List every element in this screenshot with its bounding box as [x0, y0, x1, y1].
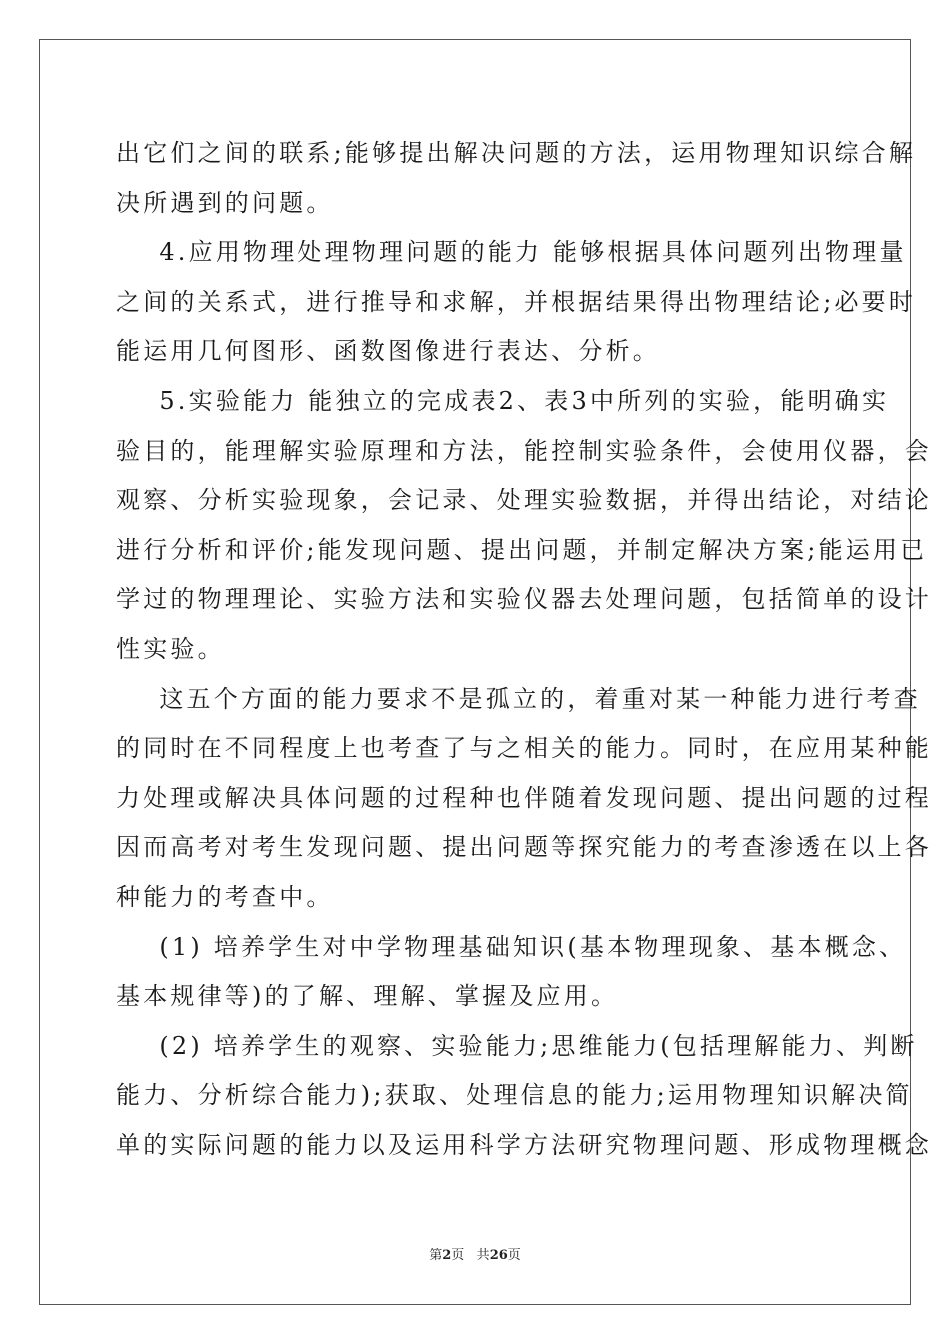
text-line: 种能力的考查中。 — [116, 882, 334, 911]
total-pages: 26 — [489, 1248, 508, 1263]
text-line: 5.实验能力 能独立的完成表2、表3中所列的实验，能明确实 — [116, 386, 890, 415]
text-line: 能运用几何图形、函数图像进行表达、分析。 — [116, 337, 660, 366]
text-line: 力处理或解决具体问题的过程种也伴随着发现问题、提出问题的过程 — [116, 783, 932, 812]
text-line: 之间的关系式，进行推导和求解，并根据结果得出物理结论;必要时 — [116, 287, 917, 316]
total-suffix: 页 — [507, 1248, 521, 1263]
text-line: 观察、分析实验现象，会记录、处理实验数据，并得出结论，对结论 — [116, 486, 932, 515]
page-footer — [0, 1247, 950, 1265]
text-line: 4.应用物理处理物理问题的能力 能够根据具体问题列出物理量 — [116, 238, 907, 267]
text-line: 性实验。 — [116, 634, 225, 663]
text-line: 决所遇到的问题。 — [116, 188, 334, 217]
text-line: (2) 培养学生的观察、实验能力;思维能力(包括理解能力、判断 — [116, 1031, 918, 1060]
text-line: 单的实际问题的能力以及运用科学方法研究物理问题、形成物理概念 — [116, 1130, 932, 1159]
text-line: 出它们之间的联系;能够提出解决问题的方法，运用物理知识综合解 — [116, 139, 917, 167]
text-line: 基本规律等)的了解、理解、掌握及应用。 — [116, 982, 619, 1011]
total-prefix: 共 — [476, 1248, 490, 1263]
document-body — [116, 129, 932, 1170]
text-line: 因而高考对考生发现问题、提出问题等探究能力的考查渗透在以上各 — [116, 833, 932, 862]
text-line: 能力、分析综合能力);获取、处理信息的能力;运用物理知识解决简 — [116, 1081, 913, 1110]
text-line: 进行分析和评价;能发现问题、提出问题，并制定解决方案;能运用已 — [116, 535, 928, 564]
page-suffix: 页 — [451, 1248, 465, 1263]
text-line: 的同时在不同程度上也考查了与之相关的能力。同时，在应用某种能 — [116, 734, 932, 763]
page-prefix: 第 — [429, 1248, 443, 1263]
page-number: 2 — [442, 1248, 452, 1263]
text-line: (1) 培养学生对中学物理基础知识(基本物理现象、基本概念、 — [116, 932, 907, 961]
text-line: 验目的，能理解实验原理和方法，能控制实验条件，会使用仪器，会 — [116, 436, 932, 465]
text-line: 学过的物理理论、实验方法和实验仪器去处理问题，包括简单的设计 — [116, 585, 932, 614]
text-line: 这五个方面的能力要求不是孤立的，着重对某一种能力进行考查 — [116, 684, 921, 713]
